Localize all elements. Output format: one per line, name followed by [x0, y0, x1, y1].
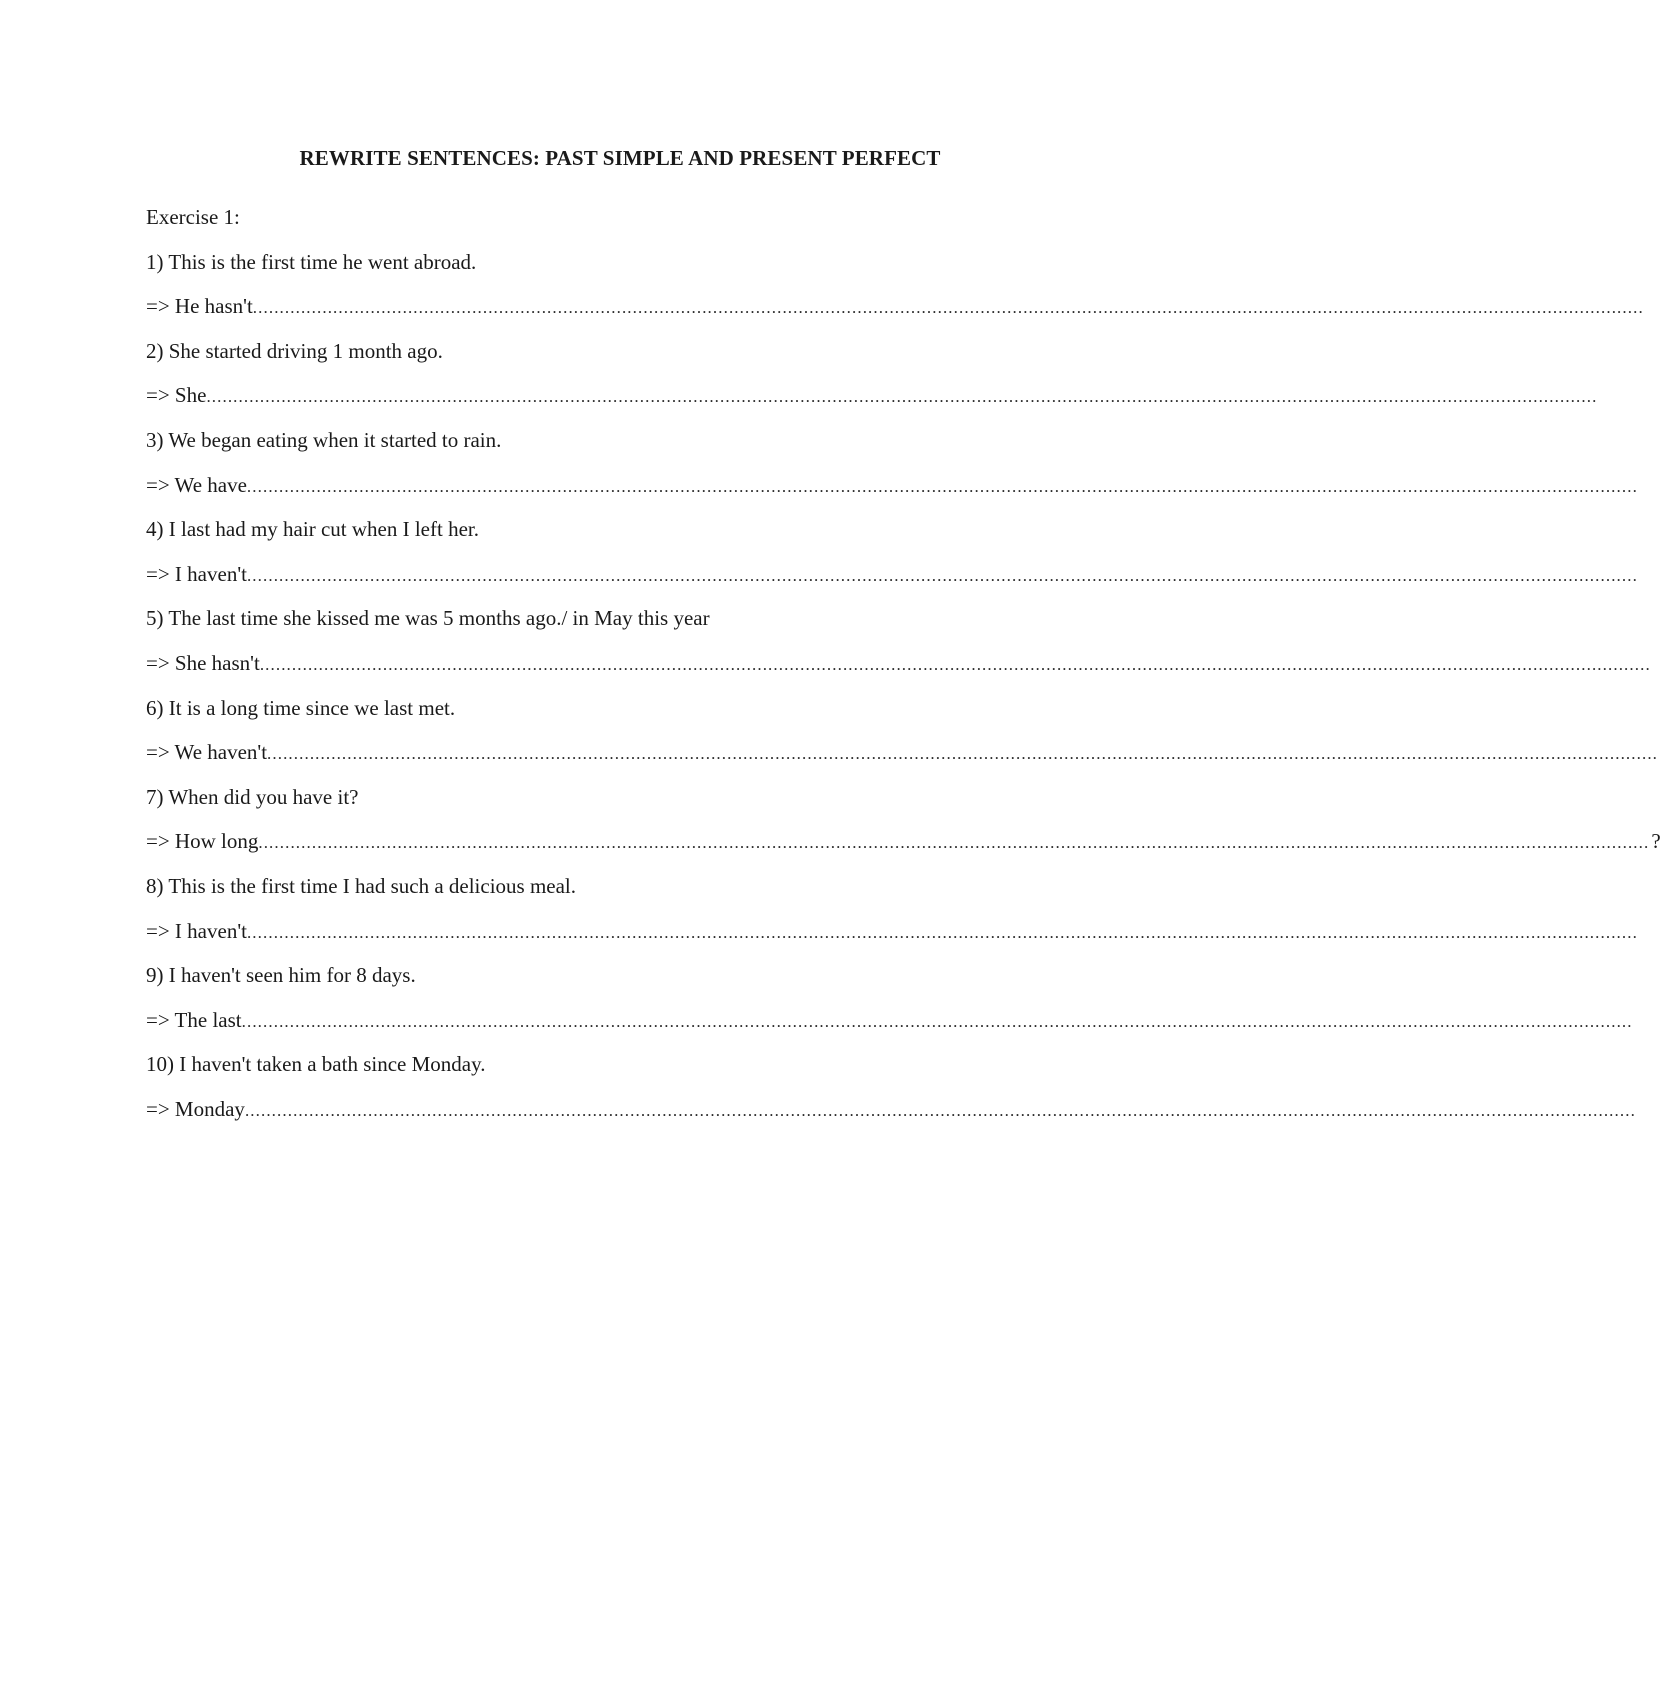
answer-blank[interactable]: ....................................................................................................................................................................................................................................................................: [259, 654, 1651, 674]
answer-prefix: => We haven't: [146, 740, 268, 765]
answer-prefix: => The last: [146, 1007, 242, 1032]
answer-blank[interactable]: ....................................................................................................................................................................................................................................................................: [246, 565, 1638, 585]
question-text: 7) When did you have it?: [146, 784, 359, 809]
question-text: 6) It is a long time since we last met.: [146, 695, 456, 720]
answer-prefix: => He hasn't: [146, 294, 253, 319]
answer-line[interactable]: [146, 826, 1661, 871]
exercise-label: Exercise 1:: [146, 205, 240, 229]
question-text: 9) I haven't seen him for 8 days.: [146, 963, 416, 988]
answer-line[interactable]: [146, 648, 1651, 693]
answer-prefix: => We have: [146, 472, 247, 497]
answer-prefix: => She hasn't: [146, 650, 260, 675]
answer-prefix: => She: [146, 383, 207, 408]
page-title: REWRITE SENTENCES: PAST SIMPLE AND PRESENT PERFECT: [299, 146, 941, 170]
answer-blank[interactable]: ....................................................................................................................................................................................................................................................................: [252, 298, 1644, 318]
question-text: 1) This is the first time he went abroad.: [146, 249, 477, 274]
answer-prefix: => How long: [146, 829, 259, 854]
answer-line[interactable]: [146, 1094, 1636, 1139]
answer-line[interactable]: [146, 559, 1638, 604]
question-text: 2) She started driving 1 month ago.: [146, 338, 443, 363]
question-text: 5) The last time she kissed me was 5 months ago./ in May this year: [146, 606, 710, 631]
answer-line[interactable]: [146, 1005, 1633, 1050]
answer-blank[interactable]: ....................................................................................................................................................................................................................................................................: [206, 387, 1598, 407]
answer-line[interactable]: [146, 470, 1638, 515]
answer-blank[interactable]: ....................................................................................................................................................................................................................................................................: [258, 833, 1650, 853]
question-text: 3) We began eating when it started to rain.: [146, 427, 502, 452]
answer-line[interactable]: [146, 291, 1644, 336]
answer-prefix: => Monday: [146, 1096, 245, 1121]
answer-suffix: ?: [1651, 829, 1661, 854]
answer-line[interactable]: [146, 916, 1638, 961]
answer-blank[interactable]: ....................................................................................................................................................................................................................................................................: [246, 476, 1638, 496]
answer-blank[interactable]: ....................................................................................................................................................................................................................................................................: [267, 744, 1659, 764]
question-text: 4) I last had my hair cut when I left her.: [146, 517, 479, 542]
answer-blank[interactable]: ....................................................................................................................................................................................................................................................................: [244, 1100, 1636, 1120]
answer-prefix: => I haven't: [146, 561, 247, 586]
answer-blank[interactable]: ....................................................................................................................................................................................................................................................................: [246, 922, 1638, 942]
answer-prefix: => I haven't: [146, 918, 247, 943]
question-text: 8) This is the first time I had such a delicious meal.: [146, 873, 577, 898]
answer-line[interactable]: [146, 380, 1598, 425]
exercise-body: [146, 202, 1661, 1138]
question-text: 10) I haven't taken a bath since Monday.: [146, 1052, 486, 1077]
answer-line[interactable]: [146, 737, 1659, 782]
answer-blank[interactable]: ....................................................................................................................................................................................................................................................................: [241, 1011, 1633, 1031]
